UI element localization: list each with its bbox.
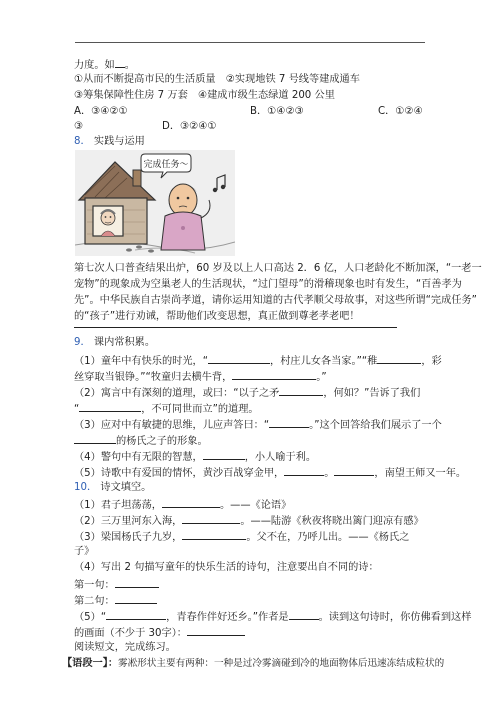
q7-choice-c[interactable]: C．①②④	[378, 106, 423, 117]
q9-blank-4[interactable]	[279, 385, 323, 396]
q9-i4b: ，小人喻于利。	[244, 452, 317, 463]
q9-item2-line2	[74, 401, 259, 417]
q10-title: 诗文填空。	[100, 482, 152, 493]
q8-title: 实践与运用	[93, 136, 145, 147]
q9-item2-line1	[74, 385, 420, 401]
material-text: 雾凇形状主要有两种：一种是过冷雾滴碰到冷的地面物体后迅速冻结成粒状的	[118, 658, 445, 669]
q9-blank-6[interactable]	[269, 417, 309, 428]
q7-options-2: ③筹集保障性住房 7 万套 ④建成市级生态绿道 200 公里	[74, 90, 335, 101]
q10-line1	[74, 577, 159, 593]
q9-i2a: （2）寓言中有深刻的道理，或曰：“以子之矛	[74, 388, 280, 399]
q10-blank-6[interactable]	[106, 609, 166, 620]
q10-item2	[74, 513, 424, 529]
q9-item4	[74, 449, 316, 465]
q9-i2c: “	[74, 404, 80, 415]
q9-blank-3[interactable]	[232, 369, 316, 380]
q9-item1-line1	[74, 353, 442, 369]
q10-heading	[74, 481, 151, 495]
q8-answer-line[interactable]	[74, 327, 397, 328]
q9-i1d: 丝穿取当银铮。”“牧童归去横牛背，	[74, 372, 233, 383]
q7-choice-b[interactable]: B．①④②③	[250, 106, 304, 117]
q9-i5a: （5）诗歌中有爱国的情怀，黄沙百战穿金甲，	[74, 468, 285, 479]
q9-i1a: （1）童年中有快乐的时光，“	[74, 356, 209, 367]
q9-blank-5[interactable]	[79, 401, 141, 412]
q10-item5-line2	[74, 625, 245, 641]
q9-i1b: ，村庄儿女各当家。”“稚	[270, 356, 378, 367]
q10-i5c: 。读到这句诗时，你仿佛看到这样	[318, 612, 472, 623]
q10-i5a: （5）“	[74, 612, 107, 623]
q9-item3-line1	[74, 417, 442, 433]
q9-blank-1[interactable]	[208, 353, 270, 364]
q9-i1e: 。”	[316, 372, 327, 383]
q10-i1a: （1）君子坦荡荡，	[74, 500, 162, 511]
q9-i2d: ，不可同世而立”的道理。	[141, 404, 259, 415]
q8-heading	[74, 135, 145, 149]
q8-para-1: 第七次人口普查结果出炉，60 岁及以上人口高达 2．6 亿，人口老龄化不断加深，“一老一	[74, 263, 482, 274]
man-head	[169, 184, 197, 216]
q10-blank-1[interactable]	[162, 497, 220, 508]
q10-blank-3[interactable]	[182, 529, 246, 540]
q10-item5-line1	[74, 609, 471, 625]
q10-i5d: 的画面（不少于 30字）：	[74, 628, 187, 639]
reading-instruction: 阅读短文，完成练习。	[74, 642, 176, 653]
q9-item3-line2	[74, 433, 208, 449]
q7-options-1: ①从而不断提高市民的生活质量 ②实现地铁 7 号线等建成通车	[74, 74, 360, 85]
q10-item3-line2: 子》	[74, 546, 95, 557]
q9-blank-8[interactable]	[203, 449, 245, 460]
q9-item1-line2	[74, 369, 327, 385]
q10-item1	[74, 497, 291, 513]
q9-i3a: （3）应对中有敏捷的思维，儿应声答曰：“	[74, 420, 270, 431]
q9-blank-10[interactable]	[334, 465, 374, 476]
comic-caption: 完成任务～	[143, 160, 189, 170]
q8-comic-image	[75, 150, 235, 256]
q8-para-3: 先”。中华民族自古崇尚孝道，请你运用知道的古代孝顺父母故事，对这些所谓“完成任务”	[74, 295, 477, 306]
q7-line0-end: 。	[124, 60, 135, 71]
man-body	[161, 212, 205, 250]
q10-number: 10．	[74, 482, 98, 493]
q9-i5b: 。	[324, 468, 335, 479]
q9-i1c: ，彩	[421, 356, 442, 367]
q9-number: 9．	[74, 337, 91, 348]
q9-i5c: ，南望王师又一年。	[374, 468, 467, 479]
q10-line1-label: 第一句：	[74, 580, 115, 591]
q10-item4: （4）写出 2 句描写童年的快乐生活的诗句，注意要出自不同的诗：	[74, 562, 379, 573]
q9-blank-7[interactable]	[74, 433, 116, 444]
material-tag: 【语段一】：	[62, 658, 119, 669]
q9-i3c: 的杨氏之子的形象。	[116, 436, 208, 447]
q8-para-4: 的“孩子”进行劝诫，帮助他们改变思想，真正做到尊老孝老吧！	[74, 311, 360, 322]
q10-i2a: （2）三万里河东入海，	[74, 516, 183, 527]
q7-choice-d[interactable]: D．③②④①	[162, 121, 217, 132]
q10-line2	[74, 593, 157, 609]
q9-i2b: ，何如？”告诉了我们	[323, 388, 421, 399]
q10-blank-4[interactable]	[115, 577, 159, 588]
q7-choice-c-cont: ③	[74, 121, 84, 132]
q7-blank	[115, 57, 125, 68]
q10-blank-2[interactable]	[182, 513, 240, 524]
q9-i3b: 。”这个回答给我们展示了一个	[309, 420, 442, 431]
q8-number: 8．	[74, 136, 91, 147]
q9-item5	[74, 465, 466, 481]
q10-i2b: 。——陆游《秋夜将晓出篱门迎凉有感》	[240, 516, 424, 527]
q9-blank-9[interactable]	[284, 465, 324, 476]
q10-i3a: （3）梁国杨氏子九岁，	[74, 532, 183, 543]
q10-blank-7[interactable]	[289, 609, 319, 620]
q10-i5b: ，青春作伴好还乡。”作者是	[166, 612, 289, 623]
q10-i3b: 。父不在，乃呼儿出。——《杨氏之	[246, 532, 410, 543]
q9-heading	[74, 336, 155, 350]
q10-item3-line1	[74, 529, 409, 545]
q7-line0	[74, 57, 135, 73]
q7-choice-a[interactable]: A．③④②①	[74, 106, 128, 117]
q8-para-2: 宠物”的现象成为空巢老人的生活现状，“过门望母”的滑稽现象也时有发生，“百善孝为	[74, 279, 462, 290]
q10-line2-label: 第二句：	[74, 596, 115, 607]
q10-blank-8[interactable]	[187, 625, 245, 636]
q9-title: 课内常积累。	[93, 337, 156, 348]
comic-illustration	[75, 150, 235, 256]
q10-i1b: 。——《论语》	[219, 500, 292, 511]
header-rule	[75, 42, 425, 43]
material-1	[62, 657, 444, 671]
q10-blank-5[interactable]	[115, 593, 157, 604]
q7-line0-text: 力度。如	[74, 60, 115, 71]
q9-i4a: （4）警句中有无限的智慧，	[74, 452, 203, 463]
q9-blank-2[interactable]	[377, 353, 421, 364]
